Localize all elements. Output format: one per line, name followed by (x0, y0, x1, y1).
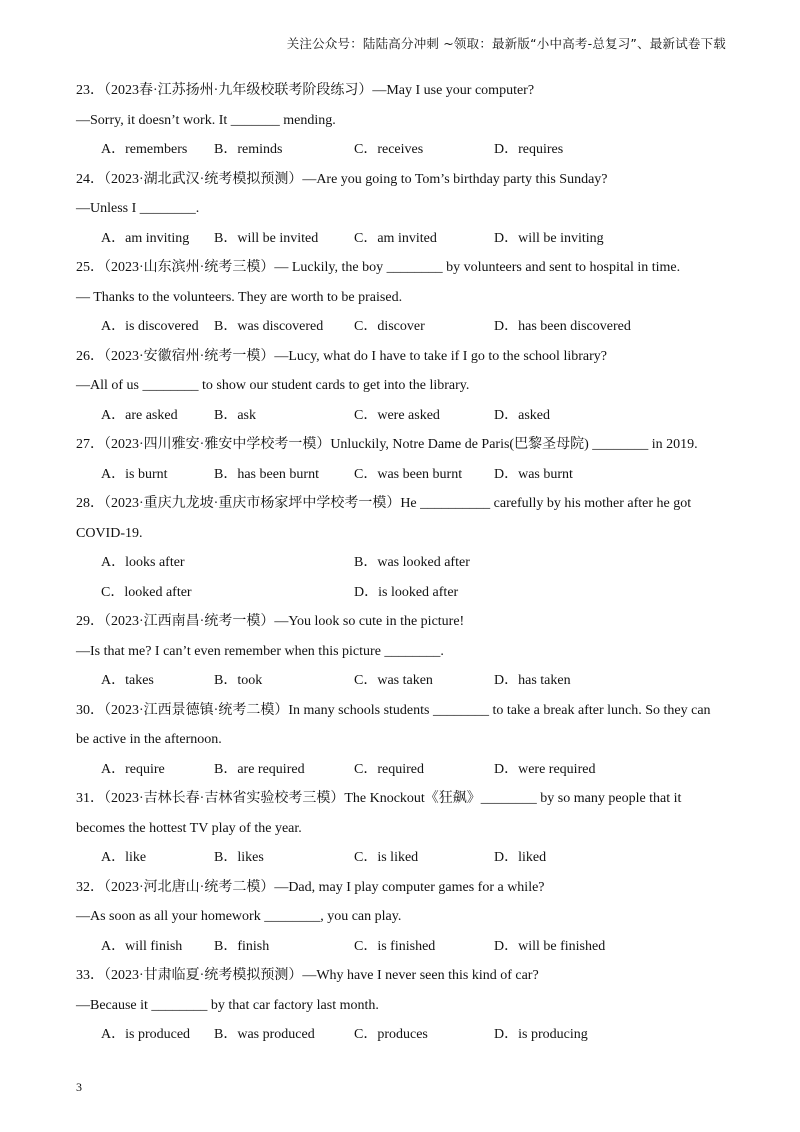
options-row (76, 460, 736, 490)
option-c: C．looked after (101, 584, 192, 600)
question-25 (76, 253, 736, 342)
question-23 (76, 76, 736, 165)
option-a: A．takes (101, 673, 154, 688)
option-d: D．asked (494, 407, 550, 423)
question-line: —All of us ________ to show our student cards to get into the library. (76, 378, 470, 393)
option-b: B．are required (214, 761, 305, 777)
option-c: C．produces (354, 1027, 428, 1042)
question-24 (76, 165, 736, 254)
option-c: C．was taken (354, 673, 433, 688)
question-line: 27．（2023·四川雅安·雅安中学校考一模）Unluckily, Notre Dame de Paris(巴黎圣母院) ________ in 2019. (76, 437, 698, 452)
option-a: A．looks after (101, 555, 185, 570)
options-row (76, 224, 736, 254)
option-b: B．will be invited (214, 230, 319, 246)
option-a: A．is discovered (101, 319, 199, 334)
option-a: A．is produced (101, 1027, 191, 1042)
question-32 (76, 873, 736, 962)
option-c: C．was been burnt (354, 466, 463, 482)
options-row (76, 401, 736, 431)
option-b: B．likes (214, 850, 264, 865)
option-b: B．took (214, 673, 263, 688)
option-c: C．is liked (354, 850, 419, 865)
option-b: B．was produced (214, 1027, 315, 1042)
option-c: C．receives (354, 142, 424, 157)
question-line: 28．（2023·重庆九龙坡·重庆市杨家坪中学校考一模）He __________ carefully by his mother after he got (76, 496, 692, 511)
question-27 (76, 430, 736, 489)
option-d: D．is looked after (354, 584, 459, 600)
question-29 (76, 607, 736, 696)
question-26 (76, 342, 736, 431)
option-d: D．will be finished (494, 938, 606, 954)
option-b: B．was discovered (214, 319, 324, 334)
option-c: C．were asked (354, 407, 440, 423)
question-31 (76, 784, 736, 873)
question-line: 29．（2023·江西南昌·统考一模）—You look so cute in the picture! (76, 614, 465, 629)
option-b: B．reminds (214, 142, 283, 157)
question-30 (76, 696, 736, 785)
option-a: A．remembers (101, 142, 188, 157)
question-line: 26．（2023·安徽宿州·统考一模）—Lucy, what do I have to take if I go to the school library? (76, 348, 607, 364)
option-d: D．will be inviting (494, 230, 604, 246)
option-c: C．discover (354, 319, 425, 334)
page-header: 关注公众号：陆陆高分冲刺 ~领取：最新版“小中高考-总复习”、最新试卷下载 (286, 36, 726, 51)
option-a: A．am inviting (101, 230, 190, 246)
options-row (76, 135, 736, 165)
question-line: 24．（2023·湖北武汉·统考模拟预测）—Are you going to Tom’s birthday party this Sunday? (76, 171, 608, 187)
question-line: — Thanks to the volunteers. They are worth to be praised. (76, 289, 403, 305)
question-line: 25．（2023·山东滨州·统考三模）— Luckily, the boy ________ by volunteers and sent to hospital in time. (76, 260, 681, 275)
question-33 (76, 961, 736, 1050)
question-28 (76, 489, 736, 607)
option-a: A．is burnt (101, 466, 168, 482)
options-row (76, 312, 736, 342)
question-line: 31．（2023·吉林长春·吉林省实验校考三模）The Knockout《狂飙》________ by so many people that it (76, 791, 682, 806)
page-number: 3 (76, 1080, 82, 1094)
option-d: D．has been discovered (494, 319, 631, 334)
option-c: C．required (354, 761, 424, 777)
options-row (76, 1020, 736, 1050)
question-line: 30．（2023·江西景德镇·统考二模）In many schools students ________ to take a break after lunch. So they can (76, 702, 711, 718)
options-row (76, 666, 736, 696)
option-c: C．am invited (354, 230, 437, 246)
question-list (76, 76, 736, 1050)
option-d: D．has taken (494, 673, 571, 688)
question-line: —Because it ________ by that car factory last month. (76, 997, 379, 1013)
question-line: —Is that me? I can’t even remember when this picture ________. (76, 643, 444, 659)
question-line: —Sorry, it doesn’t work. It _______ mending. (76, 112, 336, 128)
options-row (76, 548, 736, 578)
options-row (76, 932, 736, 962)
option-c: C．is finished (354, 938, 436, 954)
option-a: A．like (101, 850, 147, 865)
option-b: B．ask (214, 407, 256, 423)
option-b: B．was looked after (354, 555, 470, 570)
options-row (76, 578, 736, 608)
question-line: 33．（2023·甘肃临夏·统考模拟预测）—Why have I never seen this kind of car? (76, 968, 539, 983)
question-line: —As soon as all your homework ________, you can play. (76, 909, 402, 924)
option-d: D．were required (494, 761, 596, 777)
option-d: D．requires (494, 142, 564, 157)
question-line: be active in the afternoon. (76, 732, 222, 747)
option-a: A．will finish (101, 938, 183, 954)
option-b: B．has been burnt (214, 466, 319, 482)
question-line: 23．（2023春·江苏扬州·九年级校联考阶段练习）—May I use your computer? (76, 83, 535, 98)
options-row (76, 755, 736, 785)
option-b: B．finish (214, 938, 270, 954)
question-line: 32．（2023·河北唐山·统考二模）—Dad, may I play computer games for a while? (76, 879, 545, 895)
option-a: A．are asked (101, 407, 178, 423)
option-a: A．require (101, 761, 165, 777)
question-line: COVID-19. (76, 525, 143, 541)
question-line: becomes the hottest TV play of the year. (76, 820, 302, 836)
option-d: D．was burnt (494, 466, 573, 482)
options-row (76, 843, 736, 873)
option-d: D．liked (494, 850, 547, 865)
option-d: D．is producing (494, 1027, 588, 1042)
question-line: —Unless I ________. (76, 201, 200, 216)
